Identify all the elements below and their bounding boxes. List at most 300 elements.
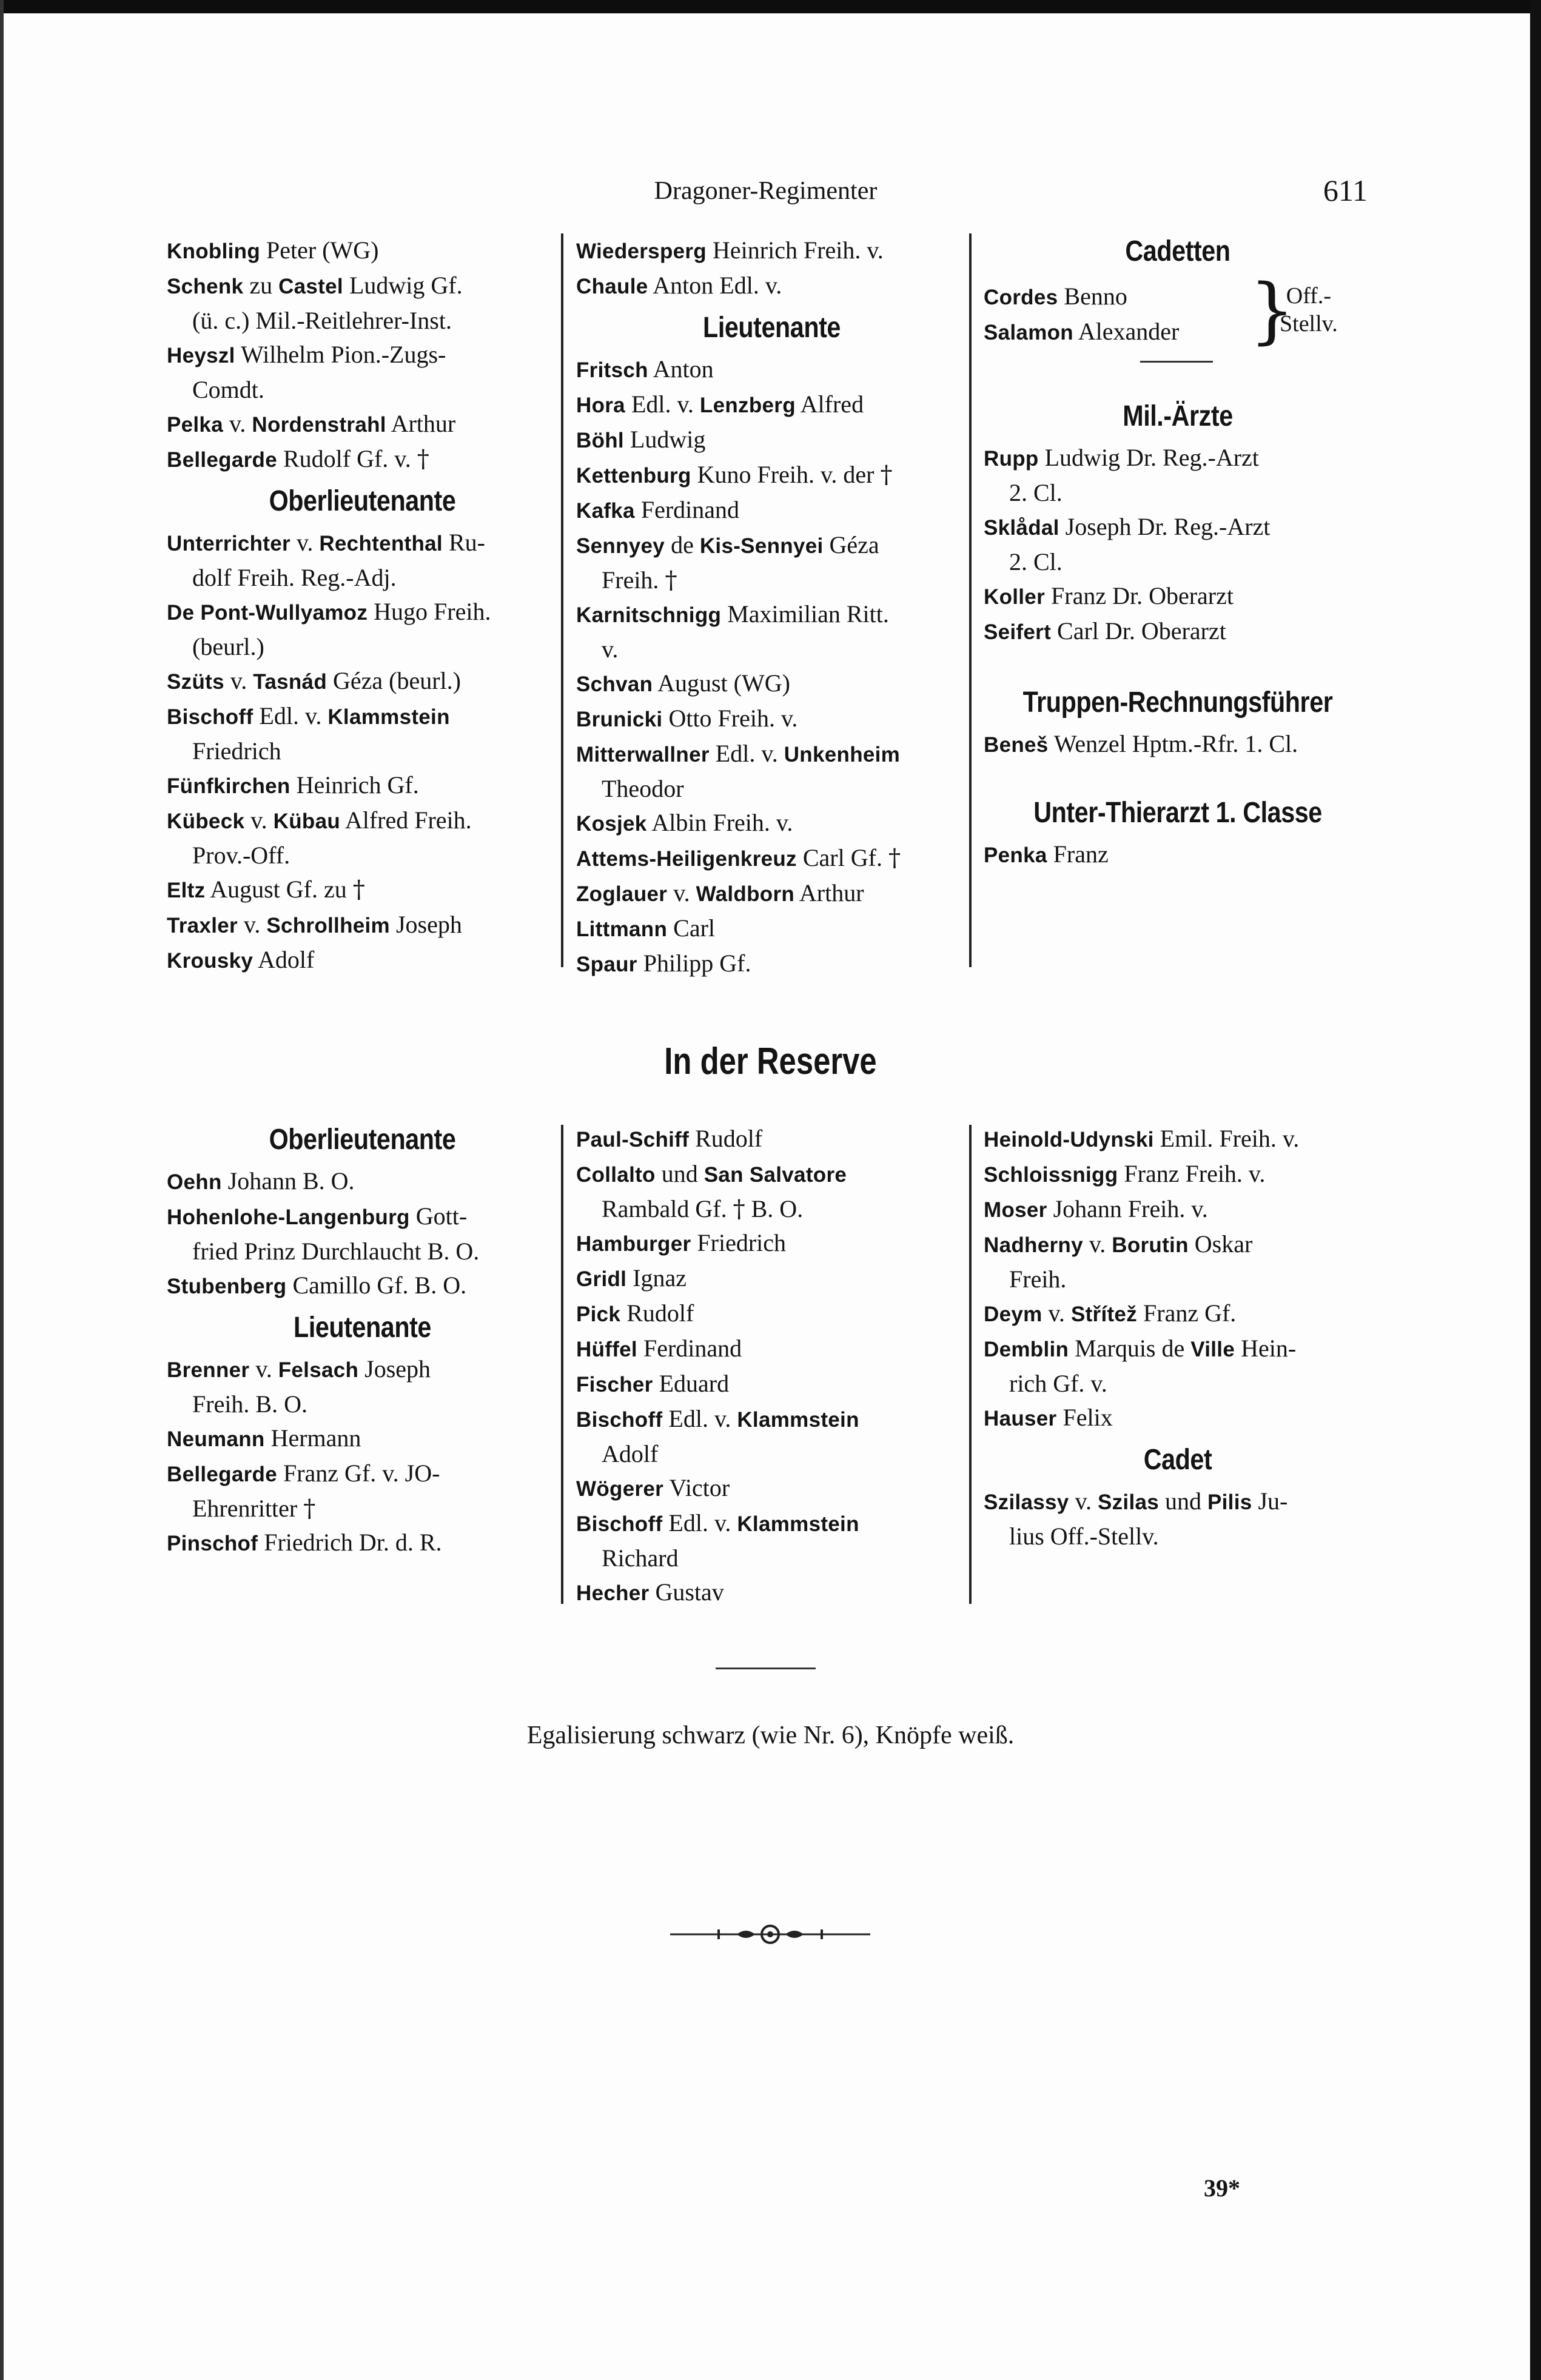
list-item [984, 315, 1179, 350]
list-item [984, 1484, 1372, 1554]
continuation-text: fried Prinz Durchlaucht B. O. [192, 1238, 480, 1265]
continuation-text: dolf Freih. Reg.-Adj. [192, 564, 397, 591]
cadetten-note-line: Off.- [1286, 283, 1331, 309]
entry-details: Heinrich Freih. v. [707, 236, 884, 264]
reserve-column-2 [576, 1122, 967, 1611]
list-item [576, 841, 967, 876]
surname: Bellegarde [167, 1463, 277, 1486]
entry-details: Ludwig Gf. [343, 272, 463, 299]
surname: Brenner [167, 1358, 250, 1382]
list-item [576, 947, 967, 982]
surname: Unkenheim [784, 743, 901, 766]
section-heading: Oberlieutenante [269, 485, 456, 517]
list-item [576, 1575, 967, 1611]
section-heading: Truppen-Rechnungsführer [1022, 686, 1333, 719]
cadetten-note [1280, 282, 1338, 338]
list-item [576, 1506, 967, 1575]
surname: Stubenberg [167, 1275, 287, 1298]
surname: Fritsch [576, 358, 648, 382]
list-item [576, 737, 967, 806]
list-item [984, 1296, 1372, 1332]
list-item [576, 387, 967, 423]
list-item [167, 943, 558, 978]
continuation-text: Prov.-Off. [192, 842, 290, 869]
surname: Ville [1190, 1338, 1235, 1361]
continuation-text: Theodor [602, 775, 684, 802]
continuation-text: Richard [602, 1544, 679, 1572]
aerzte-list [984, 441, 1372, 649]
cross-icon: † [665, 566, 677, 594]
list-item [167, 1421, 558, 1456]
surname: Oehn [167, 1170, 222, 1194]
list-item [167, 1164, 558, 1199]
list-item [167, 1269, 558, 1304]
entry-continuation [167, 839, 558, 873]
surname: Attems-Heiligenkreuz [576, 847, 797, 871]
entry-details: Wilhelm Pion.-Zugs- [235, 341, 446, 368]
cross-icon: † [417, 445, 429, 473]
name-particle: Edl. v. [662, 1509, 737, 1537]
entry-continuation [576, 772, 967, 806]
name-particle: zu [243, 272, 279, 299]
entry-details: Ferdinand [637, 1335, 742, 1362]
entry-details: Peter (WG) [260, 236, 379, 264]
list-item [576, 423, 967, 458]
list-item [167, 526, 558, 595]
entry-details: Eduard [653, 1370, 730, 1397]
surname: Traxler [167, 914, 238, 937]
scan-left-edge [0, 0, 4, 2380]
entry-continuation [984, 1367, 1372, 1401]
list-item [167, 699, 558, 768]
list-item [576, 493, 967, 528]
continuation-text: Rambald Gf. [602, 1195, 733, 1222]
entry-details: Rudolf [620, 1299, 694, 1327]
surname: Paul-Schiff [576, 1128, 690, 1151]
surname: Hamburger [576, 1232, 691, 1256]
list-item [167, 1456, 558, 1526]
name-particle: v. [224, 667, 253, 694]
surname: Rechtenthal [319, 532, 443, 555]
list-item [984, 727, 1372, 762]
surname: Schloissnigg [984, 1163, 1118, 1187]
list-item [576, 702, 967, 737]
list-item [576, 1296, 967, 1332]
entry-details: Friedrich Dr. d. R. [258, 1529, 442, 1556]
entry-details: Alexander [1073, 318, 1180, 345]
running-head: Dragoner-Regimenter [654, 177, 878, 205]
entry-details: Ferdinand [634, 496, 740, 523]
cross-icon: † [733, 1195, 745, 1223]
surname: Fischer [576, 1373, 653, 1396]
surname: Gridl [576, 1267, 627, 1291]
continuation-text: lius Off.-Stellv. [1009, 1523, 1159, 1550]
name-particle: v. [667, 879, 696, 907]
name-particle: v. [290, 529, 320, 556]
surname: Pick [576, 1302, 621, 1326]
list-item [167, 1199, 558, 1269]
entry-details: Benno [1058, 283, 1127, 310]
list-item [576, 1402, 967, 1471]
surname: Hora [576, 394, 625, 417]
list-item [167, 768, 558, 803]
surname: Demblin [984, 1338, 1069, 1361]
list-item [576, 1332, 967, 1367]
entry-details: Joseph Dr. Reg.-Arzt [1059, 513, 1271, 540]
surname: Pinschof [167, 1532, 258, 1555]
entry-details: Alfred Freih. [340, 806, 472, 834]
entry-details: Arthur [794, 879, 864, 907]
section-heading: Mil.-Ärzte [1123, 400, 1233, 432]
entry-continuation [167, 304, 558, 338]
surname: Kafka [576, 499, 635, 523]
list-item [576, 1261, 967, 1296]
list-item [576, 1471, 967, 1506]
entry-details: Ludwig [623, 426, 706, 453]
list-item [576, 876, 967, 911]
continuation-text: Friedrich [192, 737, 281, 765]
name-particle: v. [249, 1355, 278, 1383]
list-item [576, 233, 967, 269]
surname: Wiedersperg [576, 240, 707, 263]
surname: Deym [984, 1302, 1042, 1326]
entry-details: Johann B. O. [221, 1167, 355, 1195]
surname: Kis-Sennyei [699, 534, 824, 558]
section-heading: Unter-Thierarzt 1. Classe [1033, 797, 1322, 829]
section-heading: Cadetten [1125, 235, 1230, 267]
list-item [984, 280, 1179, 315]
list-item [984, 441, 1372, 510]
surname: Wögerer [576, 1477, 664, 1501]
section-heading: Cadet [1143, 1444, 1212, 1476]
active-column-3 [984, 227, 1372, 873]
entry-details: Rudolf Gf. v. [277, 445, 417, 472]
list-item [576, 352, 967, 387]
list-item [167, 442, 558, 477]
entry-details: Kuno Freih. v. der [691, 461, 881, 488]
surname: Hohenlohe-Langenburg [167, 1205, 410, 1229]
entry-details: Géza (beurl.) [327, 667, 461, 694]
continuation-text: 2. Cl. [1009, 548, 1063, 575]
entry-continuation [984, 476, 1372, 510]
entry-details: Hein- [1235, 1335, 1297, 1362]
entry-details: Carl [667, 914, 716, 942]
reserve-column-3 [984, 1122, 1372, 1554]
list-item [576, 528, 967, 597]
entry-continuation [167, 373, 558, 407]
entry-details: Hugo Freih. [368, 598, 491, 625]
list-item [576, 1122, 967, 1157]
column-divider [969, 1125, 972, 1604]
entry-details: Franz [1047, 840, 1109, 868]
entry-continuation [576, 1541, 967, 1575]
entry-details: August (WG) [653, 669, 790, 697]
list-item [167, 407, 558, 442]
surname: Chaule [576, 275, 648, 298]
entry-details: Franz Gf. [1137, 1299, 1237, 1327]
section-heading: Lieutenante [294, 1312, 431, 1344]
surname: Pilis [1207, 1490, 1252, 1514]
entry-continuation [576, 1437, 967, 1471]
list-item [576, 911, 967, 947]
surname: Cordes [984, 286, 1058, 309]
entry-details: Philipp Gf. [637, 950, 751, 977]
entry-continuation [167, 734, 558, 768]
entry-details: Emil. Freih. v. [1153, 1125, 1300, 1152]
name-particle: und [1159, 1487, 1207, 1515]
continuation-text: rich Gf. v. [1009, 1370, 1107, 1397]
surname: Bellegarde [167, 448, 277, 472]
surname: Karnitschnigg [576, 603, 722, 627]
entry-details: August Gf. zu [205, 876, 353, 903]
entry-continuation [167, 561, 558, 595]
surname: Waldborn [696, 882, 795, 906]
entry-details: Albin Freih. v. [646, 809, 793, 836]
surname: Unterrichter [167, 532, 290, 555]
cadetten-note-line: Stellv. [1280, 311, 1338, 337]
list-item [167, 1352, 558, 1421]
list-item [576, 458, 967, 493]
list-item [984, 579, 1372, 614]
scan-right-edge [1530, 0, 1541, 2380]
surname: Salamon [984, 321, 1073, 344]
list-item [167, 233, 558, 269]
page-header [164, 173, 1368, 209]
name-particle: v. [223, 410, 252, 437]
reserve-column-1 [167, 1116, 558, 1561]
active-column-1 [167, 233, 558, 978]
entry-details: Friedrich [691, 1229, 787, 1256]
surname: Heyszl [167, 344, 235, 367]
surname: Collalto [576, 1163, 656, 1187]
surname: Böhl [576, 429, 624, 452]
entry-details: Ignaz [626, 1264, 687, 1292]
continuation-text: (ü. c.) Mil.-Reitlehrer-Inst. [192, 307, 452, 334]
entry-continuation [167, 630, 558, 664]
surname: Zoglauer [576, 882, 668, 906]
thierarzt-list [984, 837, 1372, 873]
footer-note: Egalisierung schwarz (wie Nr. 6), Knöpfe weiß. [526, 1721, 1015, 1749]
name-particle: de [665, 531, 700, 558]
entry-continuation [167, 1492, 558, 1526]
separator-rule [1140, 361, 1213, 363]
name-particle: v. [1042, 1299, 1071, 1327]
list-item [576, 666, 967, 702]
surname: De Pont-Wullyamoz [167, 601, 368, 625]
surname: Heinold-Udynski [984, 1128, 1154, 1151]
cadetten-list [984, 280, 1179, 350]
continuation-text: v. [602, 635, 619, 663]
signature-mark: 39* [1204, 2174, 1240, 2202]
list-item [576, 1367, 967, 1402]
surname: Sennyey [576, 534, 665, 558]
list-item [576, 269, 967, 304]
list-item [167, 803, 558, 873]
surname: Kübeck [167, 810, 245, 833]
name-particle: Marquis de [1069, 1335, 1191, 1362]
surname: Borutin [1112, 1233, 1189, 1257]
list-item [984, 1332, 1372, 1401]
entry-details: Joseph [358, 1355, 431, 1383]
surname: Brunicki [576, 708, 663, 731]
active-column-2 [576, 233, 967, 982]
surname: Schenk [167, 275, 244, 298]
list-item [576, 597, 967, 666]
entry-details: Wenzel Hptm.-Rfr. 1. Cl. [1048, 730, 1298, 757]
entry-details: Arthur [386, 410, 456, 437]
surname: Fünfkirchen [167, 774, 290, 798]
list-item [576, 1157, 967, 1226]
cross-icon: † [352, 876, 365, 903]
entry-details: Adolf [253, 946, 315, 973]
reserve-heading: In der Reserve [664, 1041, 877, 1082]
continuation-text: B. O. [745, 1195, 804, 1222]
column-divider [561, 1125, 563, 1604]
surname: Eltz [167, 879, 206, 902]
entry-details: Oskar [1188, 1230, 1253, 1258]
surname: Schvan [576, 672, 653, 696]
surname: San Salvatore [703, 1163, 847, 1187]
list-item [984, 1227, 1372, 1296]
name-particle: v. [1069, 1487, 1098, 1515]
continuation-text: Comdt. [192, 376, 264, 403]
list-item [984, 1401, 1372, 1436]
section-heading: Lieutenante [703, 312, 841, 344]
list-item [984, 1192, 1372, 1227]
cross-icon: † [880, 461, 893, 489]
entry-details: Franz Freih. v. [1118, 1160, 1266, 1187]
name-particle: Edl. v. [625, 391, 700, 418]
surname: Knobling [167, 240, 261, 263]
entry-continuation [167, 1387, 558, 1421]
surname: Bischoff [576, 1408, 663, 1432]
entry-details: Camillo Gf. B. O. [286, 1272, 467, 1299]
surname: Klammstein [327, 705, 450, 729]
entry-details: Gustav [649, 1578, 724, 1606]
entry-details: Felix [1056, 1404, 1113, 1431]
entry-details: Carl Dr. Oberarzt [1051, 617, 1226, 645]
surname: Nadherny [984, 1233, 1083, 1257]
list-item [167, 1526, 558, 1561]
list-item [984, 837, 1372, 873]
list-item [984, 1157, 1372, 1192]
surname: Castel [278, 275, 343, 298]
list-item [167, 908, 558, 943]
surname: Beneš [984, 733, 1049, 757]
surname: Krousky [167, 949, 253, 973]
cross-icon: † [303, 1495, 316, 1523]
surname: Schrollheim [266, 914, 390, 937]
surname: Szilassy [984, 1490, 1069, 1514]
entry-details: Johann Freih. v. [1047, 1195, 1208, 1222]
entry-continuation [576, 1192, 967, 1226]
page-number: 611 [1323, 173, 1368, 207]
entry-details: Otto Freih. v. [662, 705, 798, 732]
entry-details: Heinrich Gf. [290, 771, 419, 799]
rule-spacer [984, 349, 1372, 375]
entry-details: Joseph [389, 911, 462, 938]
list-item [984, 614, 1372, 649]
entry-continuation [167, 1235, 558, 1269]
list-item [167, 338, 558, 407]
entry-details: Franz Dr. Oberarzt [1045, 582, 1234, 609]
entry-details: Ju- [1252, 1487, 1288, 1515]
brace-symbol: } [1249, 268, 1295, 352]
surname: Koller [984, 585, 1045, 609]
continuation-text: Freih. [602, 566, 665, 594]
name-particle: Edl. v. [662, 1405, 737, 1432]
name-particle: v. [244, 806, 274, 834]
continuation-text: Adolf [602, 1440, 659, 1467]
cross-icon: † [888, 844, 901, 872]
entry-details: Anton [648, 355, 714, 383]
surname: Neumann [167, 1427, 265, 1451]
surname: Klammstein [737, 1512, 859, 1536]
separator-rule [716, 1668, 816, 1669]
surname: Kübau [273, 810, 341, 833]
entry-details: Ru- [442, 529, 485, 556]
name-particle: v. [237, 911, 267, 938]
surname: Klammstein [737, 1408, 859, 1432]
entry-details: Rudolf [689, 1125, 763, 1152]
surname: Spaur [576, 953, 637, 976]
surname: Seifert [984, 620, 1052, 644]
surname: Rupp [984, 447, 1039, 471]
surname: Moser [984, 1198, 1047, 1222]
surname: Lenzberg [699, 394, 796, 417]
surname: Střítež [1070, 1302, 1138, 1326]
rechnungsfuehrer-list [984, 727, 1372, 762]
column-divider [969, 233, 972, 967]
entry-details: Gott- [409, 1202, 468, 1230]
name-particle: Edl. v. [253, 702, 328, 729]
list-item [984, 510, 1372, 579]
ornament-divider-icon [670, 1916, 870, 1953]
surname: Szüts [167, 670, 224, 694]
list-item [984, 1122, 1372, 1157]
list-item [576, 806, 967, 841]
surname: Tasnád [253, 670, 327, 694]
continuation-text: 2. Cl. [1009, 479, 1063, 506]
surname: Sklådal [984, 516, 1059, 540]
surname: Mitterwallner [576, 743, 710, 766]
list-item [167, 269, 558, 338]
name-particle: v. [1083, 1230, 1112, 1258]
list-item [576, 1226, 967, 1261]
entry-details: Carl Gf. [796, 844, 888, 871]
column-divider [561, 233, 563, 967]
surname: Bischoff [167, 705, 253, 729]
entry-continuation [984, 1520, 1372, 1554]
entry-details: Franz Gf. v. JO- [277, 1460, 440, 1487]
entry-continuation [576, 563, 967, 597]
entry-continuation [984, 545, 1372, 579]
list-item [167, 873, 558, 908]
surname: Littmann [576, 917, 668, 941]
section-heading: Oberlieutenante [269, 1124, 456, 1156]
name-particle: Edl. v. [709, 740, 784, 767]
entry-details: Victor [663, 1474, 730, 1501]
name-particle: und [655, 1160, 704, 1187]
list-item [167, 664, 558, 699]
entry-details: Maximilian Ritt. [721, 600, 889, 628]
surname: Felsach [278, 1358, 359, 1382]
continuation-text: (beurl.) [192, 633, 264, 660]
entry-details: Géza [823, 531, 879, 558]
entry-continuation [984, 1262, 1372, 1296]
surname: Penka [984, 843, 1047, 867]
continuation-text: Freih. [1009, 1265, 1067, 1293]
